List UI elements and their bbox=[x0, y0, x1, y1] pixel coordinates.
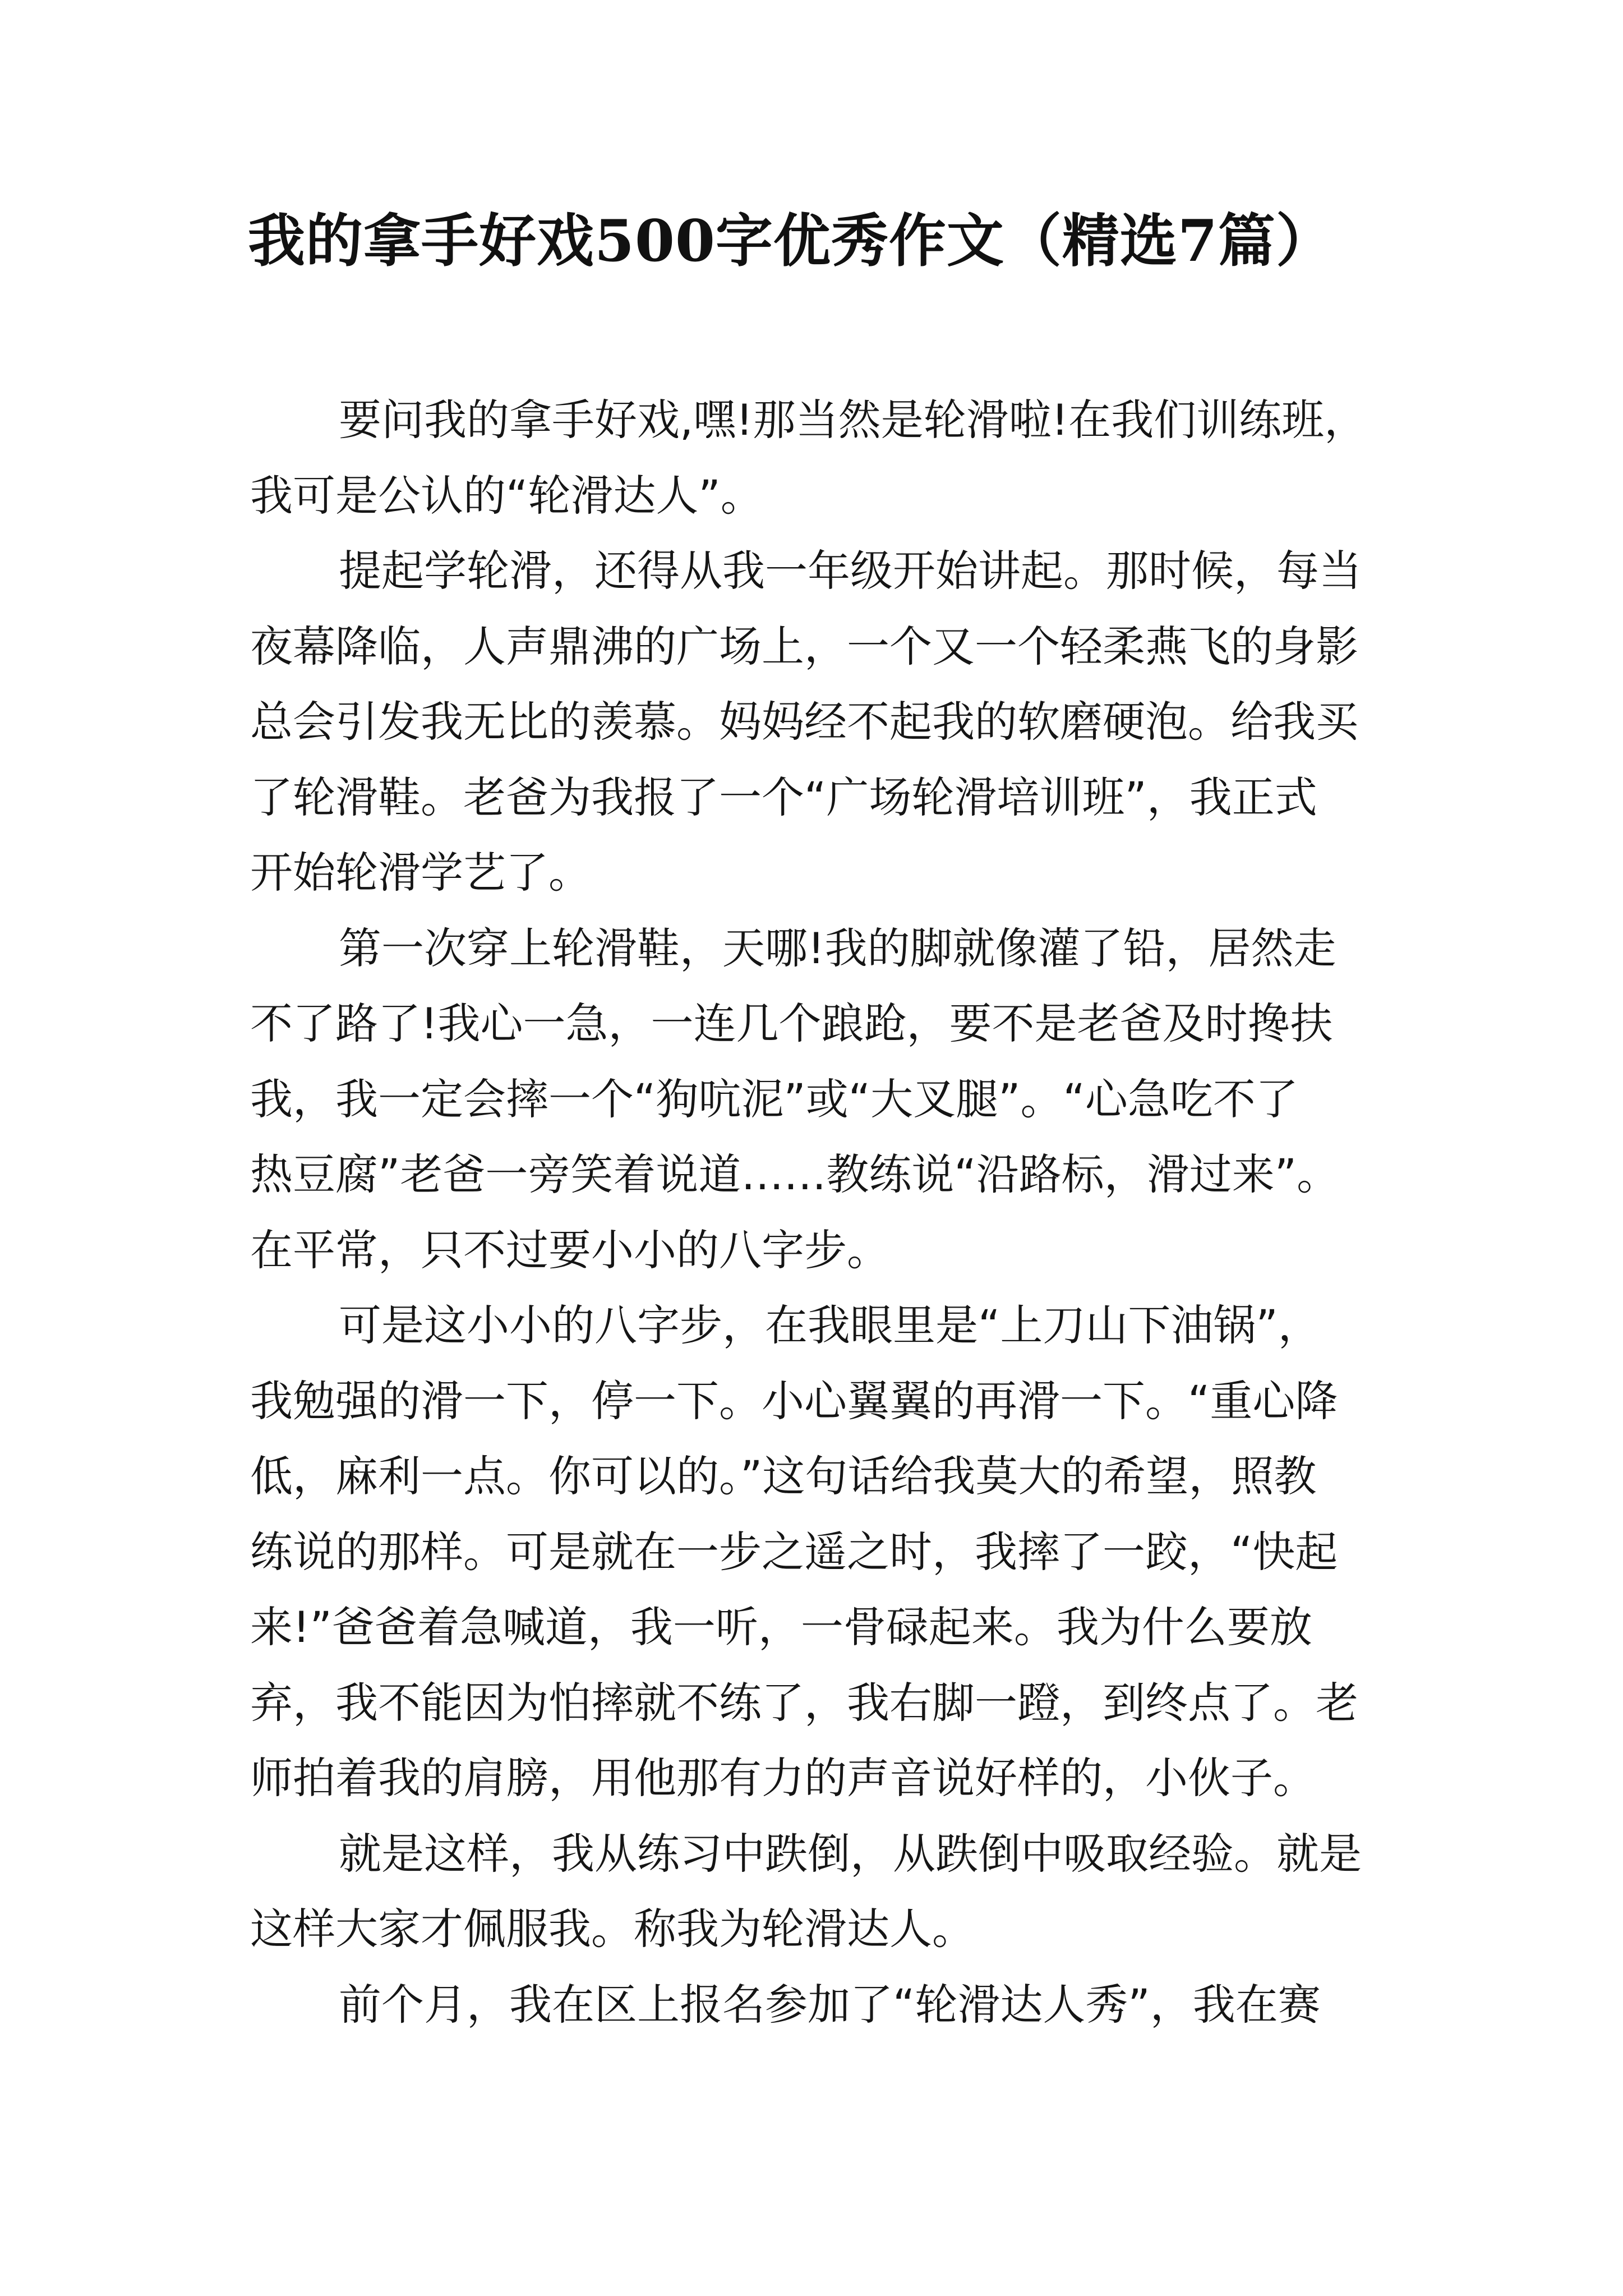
text-line: 在平常，只不过要小小的八字步。 bbox=[250, 1225, 889, 1275]
paragraph-3 bbox=[250, 911, 1394, 1289]
text-line: 要问我的拿手好戏,嘿!那当然是轮滑啦!在我们训练班， bbox=[339, 395, 1367, 445]
text-line: 提起学轮滑，还得从我一年级开始讲起。那时候，每当 bbox=[339, 546, 1362, 596]
text-line: 第一次穿上轮滑鞋，天哪!我的脚就像灌了铅，居然走 bbox=[339, 923, 1336, 973]
text-line: 我，我一定会摔一个“狗吭泥”或“大叉腿”。“心急吃不了 bbox=[250, 1074, 1298, 1124]
text-line: 开始轮滑学艺了。 bbox=[250, 848, 591, 898]
text-line: 前个月，我在区上报名参加了“轮滑达人秀”，我在赛 bbox=[339, 1979, 1321, 2030]
paragraph-4 bbox=[250, 1288, 1394, 1816]
text-line: 夜幕降临，人声鼎沸的广场上，一个又一个轻柔燕飞的身影 bbox=[250, 621, 1358, 671]
paragraph-6 bbox=[250, 1967, 1394, 2043]
text-line: 师拍着我的肩膀，用他那有力的声音说好样的，小伙子。 bbox=[250, 1753, 1316, 1803]
text-line: 弃，我不能因为怕摔就不练了，我右脚一蹬，到终点了。老 bbox=[250, 1677, 1358, 1728]
text-line: 不了路了!我心一急，一连几个踉跄，要不是老爸及时搀扶 bbox=[250, 999, 1333, 1048]
text-line: 热豆腐”老爸一旁笑着说道……教练说“沿路标，滑过来”。 bbox=[250, 1149, 1340, 1199]
text-line: 总会引发我无比的羡慕。妈妈经不起我的软磨硬泡。给我买 bbox=[250, 697, 1358, 747]
text-line: 这样大家才佩服我。称我为轮滑达人。 bbox=[250, 1904, 975, 1954]
text-line: 了轮滑鞋。老爸为我报了一个“广场轮滑培训班”，我正式 bbox=[250, 772, 1317, 822]
text-line: 练说的那样。可是就在一步之遥之时，我摔了一跤，“快起 bbox=[250, 1526, 1338, 1577]
document-title: 我的拿手好戏500字优秀作文（精选7篇） bbox=[248, 208, 1334, 275]
paragraph-2 bbox=[250, 533, 1394, 911]
text-line: 低，麻利一点。你可以的。”这句话给我莫大的希望，照教 bbox=[250, 1451, 1317, 1501]
text-line: 我可是公认的“轮滑达人”。 bbox=[250, 470, 763, 521]
text-line: 来!”爸爸着急喊道，我一听，一骨碌起来。我为什么要放 bbox=[250, 1602, 1312, 1652]
article-body bbox=[250, 383, 1394, 2042]
paragraph-1 bbox=[250, 383, 1394, 533]
text-line: 可是这小小的八字步，在我眼里是“上刀山下油锅”， bbox=[339, 1300, 1321, 1350]
paragraph-5 bbox=[250, 1816, 1394, 1967]
text-line: 就是这样，我从练习中跌倒，从跌倒中吸取经验。就是 bbox=[339, 1828, 1362, 1879]
text-line: 我勉强的滑一下，停一下。小心翼翼的再滑一下。“重心降 bbox=[250, 1375, 1338, 1426]
